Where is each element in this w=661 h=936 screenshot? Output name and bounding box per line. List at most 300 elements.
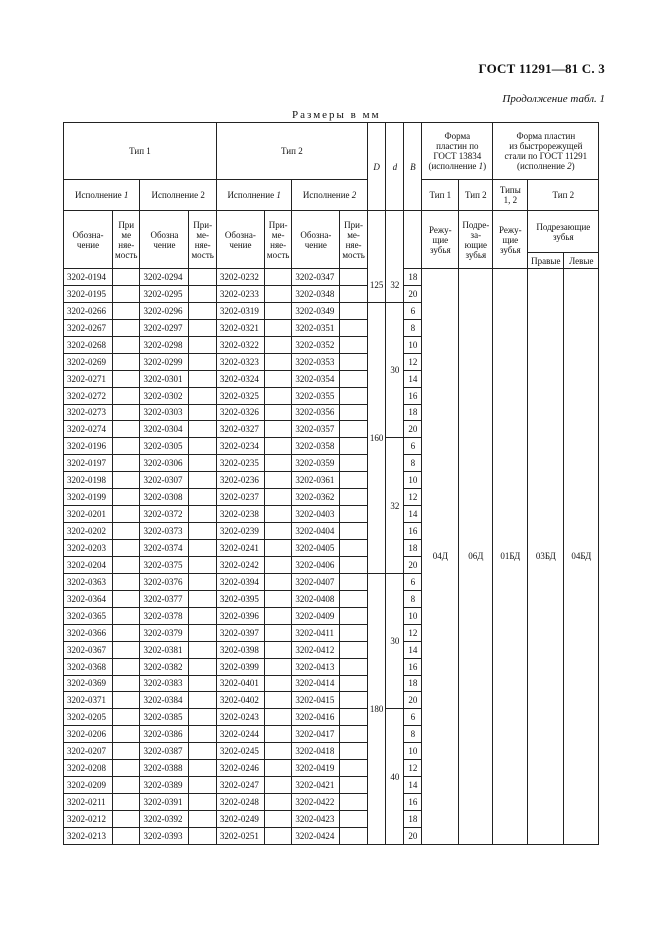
header-tip1: Тип 1 [64,123,217,180]
oboznachenie-tip2-isp1: 3202-0238 [216,506,264,523]
primenyaemost-cell [340,811,367,828]
primenyaemost-cell [189,336,216,353]
forma-plastin-value: 04БД [564,269,599,845]
header-oboznachenie: Обозна- чение [216,211,264,269]
primenyaemost-cell [264,404,291,421]
header-D: D [367,123,386,211]
primenyaemost-cell [113,387,140,404]
oboznachenie-tip2-isp2: 3202-0407 [292,573,340,590]
primenyaemost-cell [264,794,291,811]
primenyaemost-cell [340,573,367,590]
oboznachenie-tip1-isp1: 3202-0271 [64,370,113,387]
oboznachenie-tip2-isp1: 3202-0319 [216,302,264,319]
oboznachenie-tip2-isp2: 3202-0417 [292,726,340,743]
oboznachenie-tip2-isp2: 3202-0358 [292,438,340,455]
B-value: 14 [404,777,422,794]
header-forma-gost11291: Форма пластин из быстрорежущей стали по ГОСТ 11291 (исполнение 2) [493,123,599,180]
oboznachenie-tip1-isp2: 3202-0387 [140,743,189,760]
oboznachenie-tip1-isp1: 3202-0211 [64,794,113,811]
primenyaemost-cell [113,573,140,590]
oboznachenie-tip2-isp1: 3202-0251 [216,827,264,844]
oboznachenie-tip1-isp1: 3202-0207 [64,743,113,760]
oboznachenie-tip2-isp1: 3202-0398 [216,641,264,658]
oboznachenie-tip1-isp2: 3202-0303 [140,404,189,421]
primenyaemost-cell [189,540,216,557]
oboznachenie-tip1-isp2: 3202-0376 [140,573,189,590]
oboznachenie-tip1-isp2: 3202-0297 [140,319,189,336]
B-value: 20 [404,556,422,573]
header-podrezayushchie-zubya: Подрезающие зубья [528,211,599,253]
primenyaemost-cell [264,540,291,557]
oboznachenie-tip1-isp1: 3202-0196 [64,438,113,455]
oboznachenie-tip1-isp1: 3202-0206 [64,726,113,743]
primenyaemost-cell [264,523,291,540]
oboznachenie-tip1-isp2: 3202-0381 [140,641,189,658]
primenyaemost-cell [113,692,140,709]
oboznachenie-tip1-isp1: 3202-0198 [64,472,113,489]
primenyaemost-cell [340,658,367,675]
oboznachenie-tip1-isp2: 3202-0377 [140,590,189,607]
B-value: 12 [404,353,422,370]
oboznachenie-tip2-isp1: 3202-0234 [216,438,264,455]
primenyaemost-cell [340,641,367,658]
B-value: 20 [404,421,422,438]
primenyaemost-cell [113,590,140,607]
oboznachenie-tip1-isp2: 3202-0383 [140,675,189,692]
oboznachenie-tip1-isp1: 3202-0269 [64,353,113,370]
oboznachenie-tip1-isp1: 3202-0204 [64,556,113,573]
primenyaemost-cell [264,353,291,370]
oboznachenie-tip1-isp1: 3202-0212 [64,811,113,828]
header-f2-tip2: Тип 2 [528,180,599,211]
primenyaemost-cell [189,624,216,641]
oboznachenie-tip1-isp2: 3202-0393 [140,827,189,844]
oboznachenie-tip2-isp1: 3202-0326 [216,404,264,421]
primenyaemost-cell [340,760,367,777]
primenyaemost-cell [113,506,140,523]
oboznachenie-tip2-isp2: 3202-0415 [292,692,340,709]
primenyaemost-cell [264,285,291,302]
primenyaemost-cell [113,353,140,370]
primenyaemost-cell [189,675,216,692]
primenyaemost-cell [189,438,216,455]
primenyaemost-cell [264,743,291,760]
oboznachenie-tip2-isp2: 3202-0409 [292,607,340,624]
header-f-tip1: Тип 1 [422,180,459,211]
oboznachenie-tip2-isp1: 3202-0321 [216,319,264,336]
oboznachenie-tip1-isp2: 3202-0382 [140,658,189,675]
oboznachenie-tip2-isp2: 3202-0411 [292,624,340,641]
oboznachenie-tip2-isp1: 3202-0243 [216,709,264,726]
primenyaemost-cell [189,302,216,319]
oboznachenie-tip2-isp2: 3202-0423 [292,811,340,828]
oboznachenie-tip2-isp1: 3202-0401 [216,675,264,692]
oboznachenie-tip1-isp2: 3202-0306 [140,455,189,472]
B-value: 12 [404,760,422,777]
B-value: 20 [404,692,422,709]
header-podrezayushchie: Подре- за- ющие зубья [459,211,493,269]
D-value: 125 [367,269,386,303]
primenyaemost-cell [113,438,140,455]
oboznachenie-tip1-isp2: 3202-0307 [140,472,189,489]
B-value: 16 [404,794,422,811]
oboznachenie-tip2-isp1: 3202-0322 [216,336,264,353]
oboznachenie-tip1-isp2: 3202-0385 [140,709,189,726]
oboznachenie-tip1-isp1: 3202-0368 [64,658,113,675]
primenyaemost-cell [340,285,367,302]
d-value: 30 [386,573,404,709]
oboznachenie-tip2-isp1: 3202-0397 [216,624,264,641]
B-value: 20 [404,285,422,302]
header-d-empty [386,211,404,269]
primenyaemost-cell [340,387,367,404]
oboznachenie-tip2-isp2: 3202-0421 [292,777,340,794]
B-value: 12 [404,489,422,506]
oboznachenie-tip2-isp2: 3202-0422 [292,794,340,811]
B-value: 6 [404,709,422,726]
oboznachenie-tip2-isp1: 3202-0327 [216,421,264,438]
B-value: 10 [404,472,422,489]
primenyaemost-cell [340,590,367,607]
d-value: 40 [386,709,404,845]
oboznachenie-tip1-isp1: 3202-0363 [64,573,113,590]
primenyaemost-cell [264,590,291,607]
oboznachenie-tip1-isp2: 3202-0373 [140,523,189,540]
forma-plastin-value: 04Д [422,269,459,845]
oboznachenie-tip1-isp2: 3202-0304 [140,421,189,438]
primenyaemost-cell [113,302,140,319]
oboznachenie-tip2-isp2: 3202-0404 [292,523,340,540]
primenyaemost-cell [340,607,367,624]
header-d: d [386,123,404,211]
oboznachenie-tip2-isp1: 3202-0236 [216,472,264,489]
primenyaemost-cell [113,556,140,573]
oboznachenie-tip2-isp1: 3202-0237 [216,489,264,506]
oboznachenie-tip1-isp1: 3202-0202 [64,523,113,540]
primenyaemost-cell [113,794,140,811]
B-value: 10 [404,336,422,353]
B-value: 18 [404,540,422,557]
primenyaemost-cell [113,827,140,844]
primenyaemost-cell [189,760,216,777]
primenyaemost-cell [340,438,367,455]
oboznachenie-tip2-isp1: 3202-0323 [216,353,264,370]
oboznachenie-tip1-isp1: 3202-0199 [64,489,113,506]
oboznachenie-tip2-isp1: 3202-0399 [216,658,264,675]
D-value: 160 [367,302,386,573]
oboznachenie-tip1-isp2: 3202-0296 [140,302,189,319]
primenyaemost-cell [189,387,216,404]
oboznachenie-tip1-isp2: 3202-0392 [140,811,189,828]
primenyaemost-cell [113,760,140,777]
primenyaemost-cell [113,811,140,828]
oboznachenie-tip1-isp2: 3202-0375 [140,556,189,573]
B-value: 18 [404,811,422,828]
primenyaemost-cell [340,489,367,506]
primenyaemost-cell [264,624,291,641]
oboznachenie-tip1-isp2: 3202-0301 [140,370,189,387]
B-value: 6 [404,438,422,455]
oboznachenie-tip1-isp1: 3202-0365 [64,607,113,624]
oboznachenie-tip1-isp1: 3202-0195 [64,285,113,302]
primenyaemost-cell [113,523,140,540]
oboznachenie-tip2-isp2: 3202-0413 [292,658,340,675]
B-value: 18 [404,269,422,286]
primenyaemost-cell [340,827,367,844]
primenyaemost-cell [113,336,140,353]
oboznachenie-tip2-isp2: 3202-0361 [292,472,340,489]
header-levye: Левые [564,253,599,269]
oboznachenie-tip2-isp1: 3202-0249 [216,811,264,828]
header-primenyaemost: При ме няе- мость [113,211,140,269]
oboznachenie-tip1-isp1: 3202-0369 [64,675,113,692]
primenyaemost-cell [113,472,140,489]
primenyaemost-cell [264,675,291,692]
primenyaemost-cell [264,472,291,489]
oboznachenie-tip1-isp1: 3202-0203 [64,540,113,557]
header-forma-gost13834: Форма пластин по ГОСТ 13834 (исполнение 1) [422,123,493,180]
table-continuation-label: Продолжение табл. 1 [502,93,605,105]
primenyaemost-cell [189,285,216,302]
primenyaemost-cell [340,523,367,540]
primenyaemost-cell [189,777,216,794]
forma-plastin-value: 06Д [459,269,493,845]
primenyaemost-cell [340,370,367,387]
primenyaemost-cell [264,421,291,438]
primenyaemost-cell [189,523,216,540]
primenyaemost-cell [340,556,367,573]
primenyaemost-cell [264,387,291,404]
B-value: 10 [404,607,422,624]
oboznachenie-tip1-isp1: 3202-0213 [64,827,113,844]
oboznachenie-tip1-isp1: 3202-0364 [64,590,113,607]
oboznachenie-tip1-isp2: 3202-0378 [140,607,189,624]
oboznachenie-tip1-isp1: 3202-0197 [64,455,113,472]
oboznachenie-tip1-isp2: 3202-0302 [140,387,189,404]
header-oboznachenie: Обозна- чение [292,211,340,269]
primenyaemost-cell [264,556,291,573]
oboznachenie-tip1-isp1: 3202-0266 [64,302,113,319]
primenyaemost-cell [264,489,291,506]
primenyaemost-cell [113,675,140,692]
d-value: 32 [386,269,404,303]
primenyaemost-cell [340,624,367,641]
header-ispolnenie-2-tip2: Исполнение 2 [292,180,367,211]
header-f-tip2: Тип 2 [459,180,493,211]
oboznachenie-tip1-isp1: 3202-0208 [64,760,113,777]
B-value: 6 [404,573,422,590]
header-primenyaemost: При- ме- няе- мость [264,211,291,269]
oboznachenie-tip2-isp1: 3202-0324 [216,370,264,387]
primenyaemost-cell [340,336,367,353]
d-value: 32 [386,438,404,574]
primenyaemost-cell [264,302,291,319]
primenyaemost-cell [113,404,140,421]
oboznachenie-tip1-isp1: 3202-0194 [64,269,113,286]
header-tip2: Тип 2 [216,123,367,180]
primenyaemost-cell [340,743,367,760]
B-value: 6 [404,302,422,319]
header-primenyaemost: При- ме- няе- мость [340,211,367,269]
primenyaemost-cell [264,370,291,387]
B-value: 8 [404,726,422,743]
primenyaemost-cell [189,404,216,421]
primenyaemost-cell [340,540,367,557]
primenyaemost-cell [264,811,291,828]
oboznachenie-tip1-isp2: 3202-0308 [140,489,189,506]
primenyaemost-cell [189,472,216,489]
B-value: 14 [404,641,422,658]
oboznachenie-tip1-isp1: 3202-0268 [64,336,113,353]
table-row [64,269,599,286]
primenyaemost-cell [189,319,216,336]
primenyaemost-cell [189,506,216,523]
primenyaemost-cell [264,726,291,743]
oboznachenie-tip1-isp2: 3202-0386 [140,726,189,743]
primenyaemost-cell [189,726,216,743]
primenyaemost-cell [189,641,216,658]
oboznachenie-tip2-isp2: 3202-0354 [292,370,340,387]
oboznachenie-tip1-isp2: 3202-0389 [140,777,189,794]
primenyaemost-cell [340,675,367,692]
primenyaemost-cell [264,438,291,455]
oboznachenie-tip2-isp2: 3202-0355 [292,387,340,404]
oboznachenie-tip2-isp2: 3202-0349 [292,302,340,319]
oboznachenie-tip1-isp1: 3202-0272 [64,387,113,404]
B-value: 8 [404,455,422,472]
primenyaemost-cell [264,506,291,523]
primenyaemost-cell [264,336,291,353]
primenyaemost-cell [189,827,216,844]
primenyaemost-cell [340,302,367,319]
oboznachenie-tip2-isp1: 3202-0396 [216,607,264,624]
primenyaemost-cell [113,641,140,658]
oboznachenie-tip1-isp1: 3202-0367 [64,641,113,658]
primenyaemost-cell [189,556,216,573]
primenyaemost-cell [340,709,367,726]
oboznachenie-tip2-isp2: 3202-0424 [292,827,340,844]
primenyaemost-cell [189,692,216,709]
B-value: 12 [404,624,422,641]
primenyaemost-cell [264,641,291,658]
oboznachenie-tip2-isp1: 3202-0246 [216,760,264,777]
primenyaemost-cell [189,794,216,811]
oboznachenie-tip2-isp1: 3202-0402 [216,692,264,709]
primenyaemost-cell [189,573,216,590]
primenyaemost-cell [189,421,216,438]
header-primenyaemost: При- ме- няе- мость [189,211,216,269]
oboznachenie-tip1-isp2: 3202-0305 [140,438,189,455]
primenyaemost-cell [264,709,291,726]
B-value: 8 [404,590,422,607]
B-value: 20 [404,827,422,844]
B-value: 18 [404,404,422,421]
header-ispolnenie-1-tip1: Исполнение 1 [64,180,140,211]
header-rezhushchie: Режу- щие зубья [422,211,459,269]
primenyaemost-cell [340,404,367,421]
header-B-empty [404,211,422,269]
primenyaemost-cell [113,777,140,794]
primenyaemost-cell [340,269,367,286]
primenyaemost-cell [264,573,291,590]
primenyaemost-cell [340,777,367,794]
primenyaemost-cell [189,811,216,828]
specification-table [63,122,599,845]
oboznachenie-tip2-isp1: 3202-0325 [216,387,264,404]
oboznachenie-tip2-isp1: 3202-0242 [216,556,264,573]
primenyaemost-cell [113,726,140,743]
d-value: 30 [386,302,404,438]
primenyaemost-cell [189,269,216,286]
oboznachenie-tip2-isp2: 3202-0357 [292,421,340,438]
D-value: 180 [367,573,386,844]
B-value: 8 [404,319,422,336]
oboznachenie-tip2-isp2: 3202-0416 [292,709,340,726]
oboznachenie-tip2-isp1: 3202-0248 [216,794,264,811]
sizes-caption: Размеры в мм [292,109,381,121]
primenyaemost-cell [264,607,291,624]
oboznachenie-tip1-isp1: 3202-0366 [64,624,113,641]
primenyaemost-cell [340,319,367,336]
oboznachenie-tip1-isp2: 3202-0388 [140,760,189,777]
primenyaemost-cell [189,489,216,506]
oboznachenie-tip2-isp1: 3202-0241 [216,540,264,557]
primenyaemost-cell [113,607,140,624]
oboznachenie-tip1-isp1: 3202-0273 [64,404,113,421]
primenyaemost-cell [189,590,216,607]
oboznachenie-tip1-isp1: 3202-0201 [64,506,113,523]
primenyaemost-cell [113,319,140,336]
oboznachenie-tip2-isp1: 3202-0245 [216,743,264,760]
header-rezhushchie2: Режу- щие зубья [493,211,528,269]
primenyaemost-cell [113,743,140,760]
oboznachenie-tip1-isp2: 3202-0391 [140,794,189,811]
primenyaemost-cell [189,743,216,760]
primenyaemost-cell [189,353,216,370]
oboznachenie-tip1-isp1: 3202-0209 [64,777,113,794]
primenyaemost-cell [264,658,291,675]
primenyaemost-cell [264,777,291,794]
oboznachenie-tip1-isp2: 3202-0295 [140,285,189,302]
forma-plastin-value: 01БД [493,269,528,845]
B-value: 16 [404,387,422,404]
primenyaemost-cell [189,370,216,387]
header-pravye: Правые [528,253,564,269]
primenyaemost-cell [264,827,291,844]
forma-plastin-value: 03БД [528,269,564,845]
primenyaemost-cell [113,421,140,438]
primenyaemost-cell [113,624,140,641]
B-value: 14 [404,370,422,387]
oboznachenie-tip1-isp1: 3202-0371 [64,692,113,709]
primenyaemost-cell [264,269,291,286]
B-value: 16 [404,523,422,540]
primenyaemost-cell [340,692,367,709]
oboznachenie-tip2-isp2: 3202-0348 [292,285,340,302]
oboznachenie-tip2-isp1: 3202-0244 [216,726,264,743]
primenyaemost-cell [189,658,216,675]
primenyaemost-cell [340,726,367,743]
document-reference: ГОСТ 11291—81 С. 3 [478,61,605,76]
B-value: 14 [404,506,422,523]
primenyaemost-cell [113,455,140,472]
oboznachenie-tip2-isp2: 3202-0359 [292,455,340,472]
primenyaemost-cell [113,370,140,387]
oboznachenie-tip2-isp2: 3202-0351 [292,319,340,336]
B-value: 10 [404,743,422,760]
oboznachenie-tip2-isp1: 3202-0235 [216,455,264,472]
primenyaemost-cell [264,760,291,777]
